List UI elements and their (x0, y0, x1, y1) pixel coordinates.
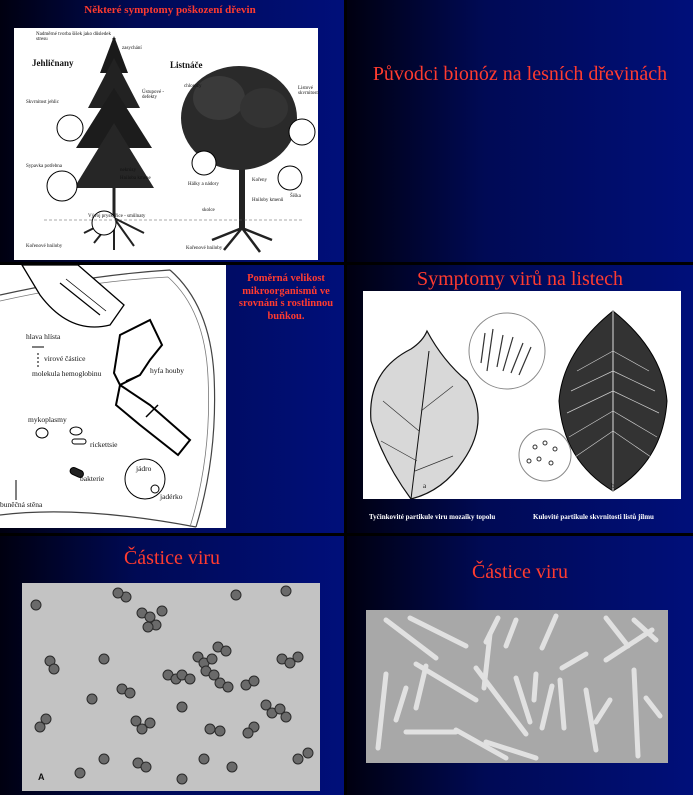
slide-relative-size[interactable] (0, 265, 344, 533)
label-roots: Kořeny (252, 178, 267, 183)
label-chlorosis: chlorózy (184, 84, 202, 89)
slide-pathogens-title[interactable] (347, 0, 693, 262)
label-canker: skolce (202, 208, 215, 213)
caption-spherical-particles: Kulovité partikule skvrnitosti listů jilmu (533, 513, 654, 521)
leaves-drawing (363, 291, 681, 499)
mark-b: b (611, 482, 615, 490)
slide-title: Částice viru (471, 561, 569, 583)
slide-virus-particles-spherical[interactable] (0, 536, 344, 795)
label-mycoplasma: mykoplasmy (28, 415, 67, 424)
label-root-rot-right: Kořenové hniloby (186, 246, 223, 251)
tree-illustration-panel (14, 28, 318, 260)
slide-title: Symptomy virů na listech (416, 268, 624, 290)
slide-title: Některé symptomy poškození dřevin (84, 4, 256, 16)
slide-tree-symptoms[interactable] (0, 0, 344, 262)
slide-title: Částice viru (123, 547, 221, 569)
label-resin: Vývoj pryskyřice - smůlnaty (88, 214, 146, 219)
label-nematode-head: hlava hlísta (26, 332, 61, 341)
microorganism-diagram (0, 265, 226, 528)
label-root-rot-left: Kořenové hniloby (26, 244, 63, 249)
label-dieback: zasychání (122, 46, 142, 51)
cell-drawing (0, 265, 226, 528)
label-galls: Hálky a nádory (188, 182, 219, 187)
label-hemoglobin: molekula hemoglobinu (32, 369, 102, 378)
slide-title: Poměrná velikost mikroorganismů ve srovnání s rostlinnou buňkou. (238, 273, 334, 322)
spherical-particles (22, 583, 320, 791)
label-rickettsia: rickettsie (90, 440, 118, 449)
label-needle-cast: Sypavka potřebna (26, 164, 62, 169)
slide-title: Původci bionóz na lesních dřevinách (372, 63, 668, 85)
label-stem-rots: Hniloby kmenů (252, 198, 284, 203)
label-cones: Nadměrné tvorba šišek jako důsledek stresu (36, 32, 111, 43)
em-micrograph-rod (366, 610, 668, 763)
em-micrograph-spherical (22, 583, 320, 791)
label-broadleaves: Listnáče (170, 60, 203, 70)
label-leaf-spots: Listové skvrnitosti (298, 86, 320, 97)
panel-mark: A (38, 772, 45, 782)
slide-virus-leaf-symptoms[interactable] (347, 265, 693, 533)
label-conifers: Jehličnany (32, 58, 74, 68)
label-bacteria: bakterie (80, 474, 105, 483)
label-defects: Ústupové - defekty (142, 90, 165, 101)
label-cone: Šiška (290, 194, 301, 199)
slide-virus-particles-rod[interactable] (347, 536, 693, 795)
leaves-illustration (363, 291, 681, 499)
label-needle-spot: Skvrnitost jehlic (26, 100, 59, 105)
label-hypha: hyfa houby (150, 366, 184, 375)
label-virus-particles: virové částice (44, 354, 86, 363)
label-nucleolus: jadérko (160, 492, 183, 501)
label-cell-wall: buněčná stěna (0, 500, 43, 509)
mark-a: a (423, 482, 427, 490)
label-necrosis: nekrózy (120, 168, 137, 173)
caption-rod-particles: Tyčinkovité partikule viru mozaiky topolu (369, 513, 496, 521)
label-nucleus: jádro (136, 464, 152, 473)
label-stem-rot: Hniloba kmene (120, 176, 151, 181)
rod-particles (366, 610, 668, 763)
